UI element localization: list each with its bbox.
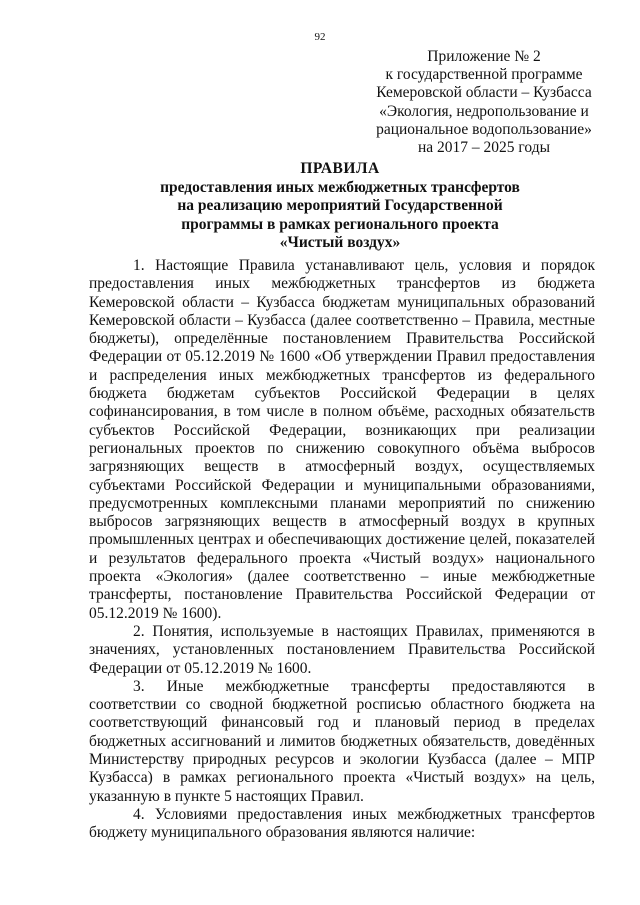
appendix-line: Кемеровской области – Кузбасса: [376, 84, 592, 102]
appendix-line: на 2017 – 2025 годы: [418, 139, 550, 157]
page-number: 92: [314, 31, 326, 43]
title-subline: на реализацию мероприятий Государственной: [177, 197, 503, 214]
appendix-line: Приложение № 2: [427, 48, 541, 65]
appendix-line: к государственной программе: [385, 66, 583, 84]
appendix-line: «Экология, недропользование и: [379, 102, 589, 120]
document-body: [89, 257, 595, 843]
paragraph-4: 4. Условиями предоставления иных межбюджетных трансфертов бюджету муниципального образования являются наличие:: [89, 805, 595, 842]
document-title: [115, 160, 565, 253]
title-subline: программы в рамках регионального проекта: [181, 215, 499, 233]
title-subline: предоставления иных межбюджетных трансфертов: [160, 178, 520, 196]
title-main: ПРАВИЛА: [300, 160, 380, 177]
paragraph-3: 3. Иные межбюджетные трансферты предоставляются в соответствии со сводной бюджетной росписью областного бюджета на соответствующий финансовый год и плановый период в пределах бюджетных ассигнований и лимитов бюджетных обязательств, доведённых Министерству природных ресурсов и экологии Кузбасса (далее – МПР Кузбасса) в рамках регионального проекта «Чистый воздух» на цель, указанную в пункте 5 настоящих Правил.: [89, 677, 595, 805]
appendix-header: [353, 48, 615, 157]
appendix-line: рациональное водопользование»: [376, 120, 592, 138]
title-subline: «Чистый воздух»: [279, 234, 401, 251]
paragraph-2: 2. Понятия, используемые в настоящих Правилах, применяются в значениях, установленных постановлением Правительства Российской Федерации от 05.12.2019 № 1600.: [89, 622, 595, 677]
paragraph-1: 1. Настоящие Правила устанавливают цель, условия и порядок предоставления иных межбюджетных трансфертов из бюджета Кемеровской области – Кузбасса бюджетам муниципальных образований Кемеровской области – Кузбасса (далее соответственно – Правила, местные бюджеты), определённые постановлением Правительства Российской Федерации от 05.12.2019 № 1600 «Об утверждении Правил предоставления и распределения иных межбюджетных трансфертов из федерального бюджета бюджетам субъектов Российской Федерации в целях софинансирования, в том числе в полном объёме, расходных обязательств субъектов Российской Федерации, возникающих при реализации региональных проектов по снижению совокупного объёма выбросов загрязняющих веществ в атмосферный воздух, осуществляемых субъектами Российской Федерации и муниципальными образованиями, предусмотренных комплексными планами мероприятий по снижению выбросов загрязняющих веществ в атмосферный воздух в крупных промышленных центрах и обеспечивающих достижение целей, показателей и результатов федерального проекта «Чистый воздух» национального проекта «Экология» (далее соответственно – иные межбюджетные трансферты, постановление Правительства Российской Федерации от 05.12.2019 № 1600).: [89, 257, 595, 622]
